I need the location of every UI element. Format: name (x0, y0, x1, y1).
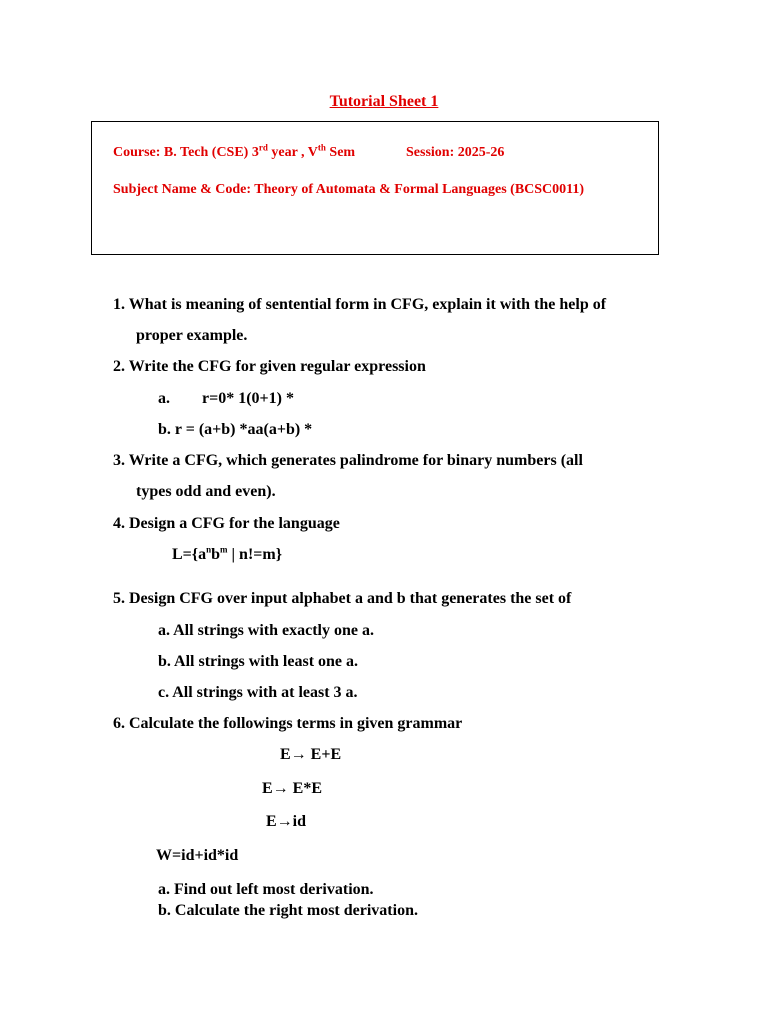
question-5a: a. All strings with exactly one a. (158, 622, 374, 639)
question-2a-label: a. (158, 390, 170, 407)
question-6b: b. Calculate the right most derivation. (158, 902, 418, 919)
grammar-rule-3: E→id (266, 813, 307, 830)
grammar-rule-2: E→ E*E (262, 780, 323, 797)
subject-text: Subject Name & Code: Theory of Automata & Formal Languages (BCSC0011) (113, 182, 585, 197)
language-definition: $L=\{a^nb^m$ | n!=m} (172, 544, 283, 563)
input-string: W=id+id*id (156, 847, 239, 864)
question-1-line-1: 1. What is meaning of sentential form in CFG, explain it with the help of (113, 296, 607, 313)
course-line: Course: B. Tech (CSE) 3rd year , Vth Sem (113, 142, 356, 160)
question-5: 5. Design CFG over input alphabet a and b that generates the set of (113, 590, 572, 607)
question-5b: b. All strings with least one a. (158, 653, 359, 670)
session-text: Session: 2025-26 (406, 145, 505, 160)
question-3-line-2: types odd and even). (136, 483, 276, 500)
question-2: 2. Write the CFG for given regular expression (113, 358, 426, 375)
question-3-line-1: 3. Write a CFG, which generates palindrome for binary numbers (all (113, 452, 583, 469)
question-6: 6. Calculate the followings terms in given grammar (113, 715, 463, 732)
grammar-rule-1: E→ E+E (280, 746, 342, 763)
question-2a-text: r=0* 1(0+1) * (202, 390, 294, 407)
question-5c: c. All strings with at least 3 a. (158, 684, 358, 701)
question-2b: b. r = (a+b) *aa(a+b) * (158, 421, 313, 438)
page-title: Tutorial Sheet 1 (329, 93, 439, 110)
question-1-line-2: proper example. (136, 327, 248, 344)
question-4: 4. Design a CFG for the language (113, 515, 340, 532)
question-6a: a. Find out left most derivation. (158, 881, 374, 898)
